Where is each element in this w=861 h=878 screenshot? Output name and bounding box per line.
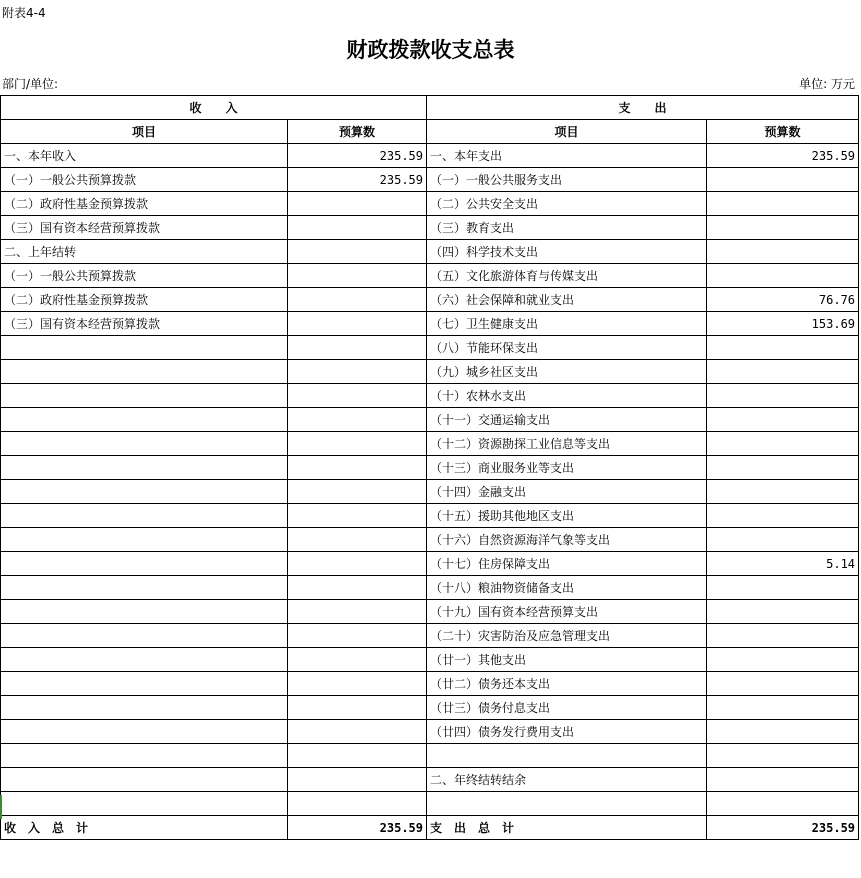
expense-value-cell [707, 168, 859, 192]
cell-selection-marker [0, 795, 2, 819]
income-item-cell: 二、上年结转 [1, 240, 288, 264]
fiscal-summary-table [0, 95, 859, 840]
income-value-cell [288, 264, 427, 288]
expense-value-cell [707, 744, 859, 768]
income-total-value: 235.59 [288, 816, 427, 840]
income-value-cell [288, 480, 427, 504]
income-item-cell [1, 792, 288, 816]
table-row [1, 408, 859, 432]
department-label: 部门/单位: [2, 77, 59, 91]
table-row [1, 600, 859, 624]
expense-value-cell [707, 720, 859, 744]
expense-item-cell: （五）文化旅游体育与传媒支出 [427, 264, 707, 288]
column-header-row [1, 120, 859, 144]
income-item-cell [1, 600, 288, 624]
income-value-cell [288, 744, 427, 768]
expense-item-cell: （十三）商业服务业等支出 [427, 456, 707, 480]
expense-value-cell [707, 504, 859, 528]
income-value-cell [288, 384, 427, 408]
expense-value-cell [707, 768, 859, 792]
expense-item-cell: 二、年终结转结余 [427, 768, 707, 792]
expense-item-cell: （七）卫生健康支出 [427, 312, 707, 336]
income-value-cell [288, 624, 427, 648]
table-row [1, 576, 859, 600]
expense-item-cell: （九）城乡社区支出 [427, 360, 707, 384]
expense-header: 支 出 [427, 96, 859, 120]
income-header: 收 入 [1, 96, 427, 120]
table-row [1, 288, 859, 312]
table-row [1, 480, 859, 504]
expense-value-cell [707, 624, 859, 648]
income-item-cell [1, 744, 288, 768]
expense-value-cell [707, 576, 859, 600]
expense-value-cell [707, 672, 859, 696]
expense-value-cell: 153.69 [707, 312, 859, 336]
expense-value-cell [707, 600, 859, 624]
unit-label: 单位: 万元 [799, 77, 855, 91]
income-value-cell [288, 600, 427, 624]
table-row [1, 384, 859, 408]
expense-item-cell: （二十）灾害防治及应急管理支出 [427, 624, 707, 648]
table-row [1, 456, 859, 480]
expense-item-cell: （廿四）债务发行费用支出 [427, 720, 707, 744]
expense-value-cell [707, 240, 859, 264]
expense-item-cell: （十九）国有资本经营预算支出 [427, 600, 707, 624]
income-item-cell [1, 768, 288, 792]
expense-value-cell [707, 480, 859, 504]
table-row [1, 672, 859, 696]
income-value-cell [288, 720, 427, 744]
income-value-cell [288, 408, 427, 432]
income-value-cell [288, 552, 427, 576]
expense-value-cell [707, 456, 859, 480]
expense-value-cell: 5.14 [707, 552, 859, 576]
income-item-cell [1, 432, 288, 456]
expense-item-cell: （十一）交通运输支出 [427, 408, 707, 432]
table-row [1, 720, 859, 744]
expense-item-cell: （六）社会保障和就业支出 [427, 288, 707, 312]
table-row [1, 504, 859, 528]
income-item-cell: （二）政府性基金预算拨款 [1, 288, 288, 312]
income-item-cell [1, 720, 288, 744]
page-title: 财政拨款收支总表 [346, 37, 515, 62]
income-value-cell [288, 648, 427, 672]
table-row [1, 144, 859, 168]
expense-item-cell: （二）公共安全支出 [427, 192, 707, 216]
income-budget-column-header: 预算数 [288, 120, 427, 144]
table-row [1, 216, 859, 240]
income-value-cell [288, 216, 427, 240]
income-value-cell [288, 672, 427, 696]
expense-value-cell [707, 216, 859, 240]
section-header-row [1, 96, 859, 120]
income-item-cell [1, 480, 288, 504]
expense-item-cell [427, 744, 707, 768]
expense-value-cell [707, 528, 859, 552]
income-item-cell: （一）一般公共预算拨款 [1, 168, 288, 192]
table-row [1, 768, 859, 792]
expense-value-cell [707, 408, 859, 432]
table-row [1, 264, 859, 288]
income-value-cell [288, 792, 427, 816]
expense-total-label: 支 出 总 计 [427, 816, 707, 840]
table-row [1, 648, 859, 672]
income-value-cell [288, 336, 427, 360]
income-value-cell [288, 240, 427, 264]
expense-item-cell: （十七）住房保障支出 [427, 552, 707, 576]
expense-budget-column-header: 预算数 [707, 120, 859, 144]
income-value-cell [288, 576, 427, 600]
income-value-cell [288, 528, 427, 552]
income-item-cell: （三）国有资本经营预算拨款 [1, 216, 288, 240]
table-row [1, 192, 859, 216]
income-value-cell [288, 768, 427, 792]
table-row [1, 696, 859, 720]
income-item-cell [1, 528, 288, 552]
table-row [1, 312, 859, 336]
income-item-cell [1, 648, 288, 672]
table-row [1, 360, 859, 384]
table-row [1, 624, 859, 648]
table-row [1, 432, 859, 456]
table-row [1, 240, 859, 264]
expense-total-value: 235.59 [707, 816, 859, 840]
income-item-column-header: 项目 [1, 120, 288, 144]
income-item-cell [1, 336, 288, 360]
expense-value-cell [707, 792, 859, 816]
income-value-cell [288, 192, 427, 216]
income-value-cell [288, 312, 427, 336]
expense-value-cell [707, 192, 859, 216]
expense-item-cell: （四）科学技术支出 [427, 240, 707, 264]
expense-value-cell: 235.59 [707, 144, 859, 168]
income-item-cell: （一）一般公共预算拨款 [1, 264, 288, 288]
expense-value-cell: 76.76 [707, 288, 859, 312]
expense-item-cell: （十）农林水支出 [427, 384, 707, 408]
income-total-label: 收 入 总 计 [1, 816, 288, 840]
expense-value-cell [707, 648, 859, 672]
expense-item-cell: （三）教育支出 [427, 216, 707, 240]
income-value-cell: 235.59 [288, 168, 427, 192]
expense-value-cell [707, 696, 859, 720]
expense-value-cell [707, 384, 859, 408]
table-row [1, 528, 859, 552]
expense-item-cell: （一）一般公共服务支出 [427, 168, 707, 192]
expense-item-cell: （十八）粮油物资储备支出 [427, 576, 707, 600]
income-value-cell [288, 288, 427, 312]
income-item-cell: 一、本年收入 [1, 144, 288, 168]
table-row [1, 336, 859, 360]
table-row [1, 792, 859, 816]
expense-item-column-header: 项目 [427, 120, 707, 144]
income-item-cell: （三）国有资本经营预算拨款 [1, 312, 288, 336]
expense-item-cell: （八）节能环保支出 [427, 336, 707, 360]
income-value-cell [288, 504, 427, 528]
income-item-cell [1, 408, 288, 432]
expense-value-cell [707, 336, 859, 360]
income-value-cell [288, 456, 427, 480]
expense-value-cell [707, 432, 859, 456]
income-item-cell [1, 672, 288, 696]
expense-item-cell: 一、本年支出 [427, 144, 707, 168]
income-item-cell [1, 552, 288, 576]
income-value-cell: 235.59 [288, 144, 427, 168]
income-item-cell [1, 384, 288, 408]
expense-item-cell [427, 792, 707, 816]
expense-item-cell: （廿三）债务付息支出 [427, 696, 707, 720]
income-value-cell [288, 360, 427, 384]
table-row [1, 552, 859, 576]
expense-item-cell: （十六）自然资源海洋气象等支出 [427, 528, 707, 552]
income-item-cell [1, 624, 288, 648]
expense-item-cell: （廿一）其他支出 [427, 648, 707, 672]
income-item-cell [1, 360, 288, 384]
table-reference-number: 附表4-4 [2, 6, 46, 20]
expense-item-cell: （十五）援助其他地区支出 [427, 504, 707, 528]
income-item-cell [1, 696, 288, 720]
income-value-cell [288, 696, 427, 720]
income-item-cell [1, 576, 288, 600]
expense-item-cell: （廿二）债务还本支出 [427, 672, 707, 696]
expense-value-cell [707, 264, 859, 288]
income-value-cell [288, 432, 427, 456]
table-row [1, 168, 859, 192]
expense-value-cell [707, 360, 859, 384]
total-row [1, 816, 859, 840]
income-item-cell: （二）政府性基金预算拨款 [1, 192, 288, 216]
expense-item-cell: （十四）金融支出 [427, 480, 707, 504]
income-item-cell [1, 504, 288, 528]
table-row [1, 744, 859, 768]
expense-item-cell: （十二）资源勘探工业信息等支出 [427, 432, 707, 456]
income-item-cell [1, 456, 288, 480]
